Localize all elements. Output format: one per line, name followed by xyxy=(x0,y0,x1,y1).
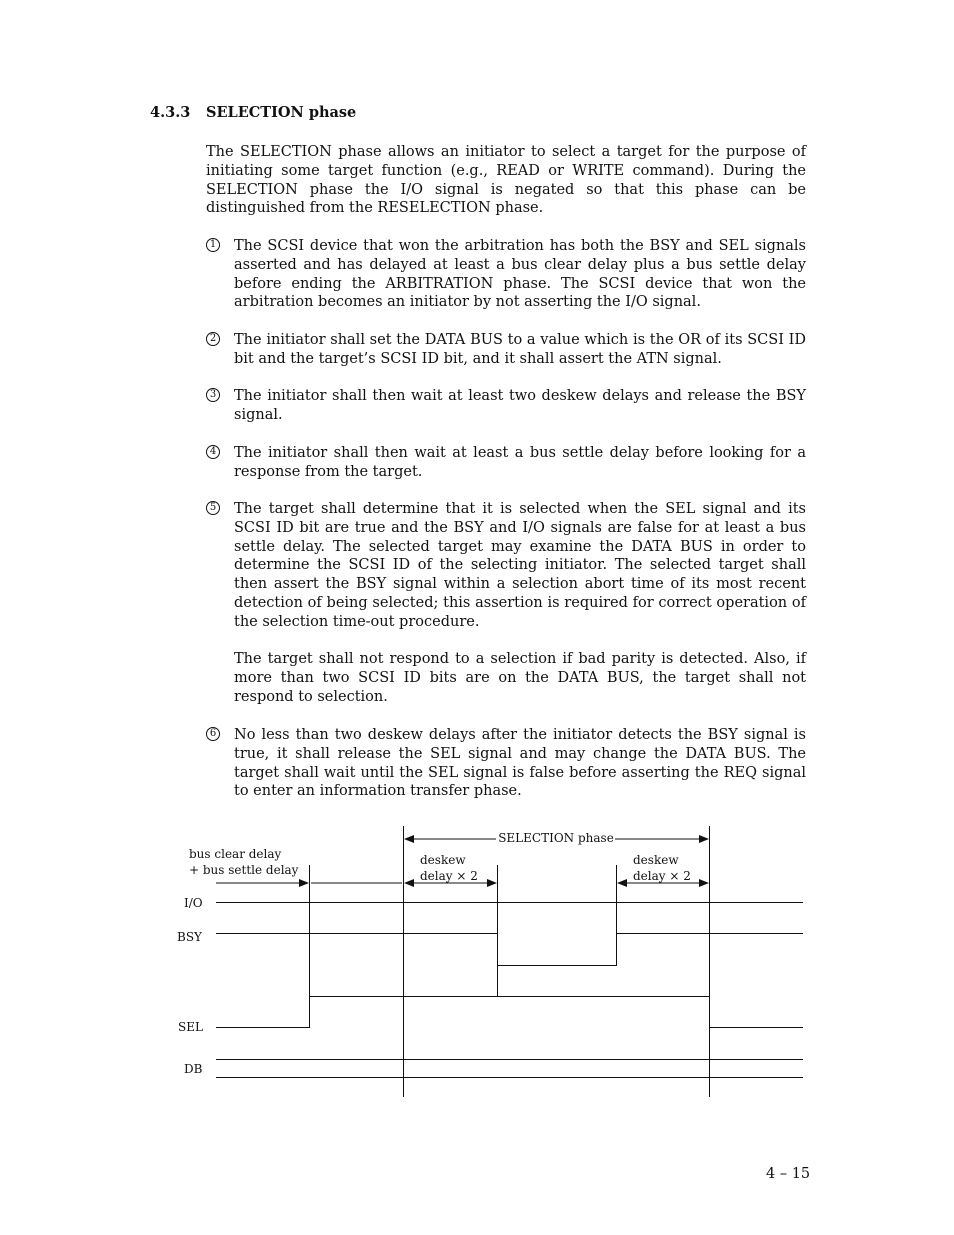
step-text: The target shall determine that it is selected when the SEL signal and its SCSI ID bit are true and the BSY and I/O signals are false for at least a bus settle delay. The selected target may examine the DATA BUS in order to determine the SCSI ID of the selecting initiator. The selected target shall then assert the BSY signal within a selection abort time of its most recent detection of being selected; this assertion is required for correct operation of the selection time-out procedure. xyxy=(234,501,806,630)
phase-label: SELECTION phase xyxy=(498,831,614,845)
signal-label-io: I/O xyxy=(184,896,203,910)
section-title: SELECTION phase xyxy=(206,104,357,121)
circled-number-6: 6 xyxy=(206,727,220,741)
step-text: The initiator shall then wait at least two deskew delays and release the BSY signal. xyxy=(234,388,806,423)
deskew-label-1a: deskew xyxy=(420,853,466,867)
step-text: No less than two deskew delays after the initiator detects the BSY signal is true, it shall release the SEL signal and may change the DATA BUS. The target shall wait until the SEL signal is false before asserting the REQ signal to enter an information transfer phase. xyxy=(234,727,806,800)
signal-label-bsy: BSY xyxy=(177,930,202,944)
circled-number-2: 2 xyxy=(206,332,220,346)
deskew-label-2a: deskew xyxy=(633,853,679,867)
sel-waveform xyxy=(216,997,803,1028)
step-text: The initiator shall set the DATA BUS to a value which is the OR of its SCSI ID bit and the target’s SCSI ID bit, and it shall assert the ATN signal. xyxy=(234,332,806,367)
bsy-waveform xyxy=(216,934,803,966)
circled-number-5: 5 xyxy=(206,501,220,515)
bus-clear-label-2: + bus settle delay xyxy=(189,863,299,877)
section-number: 4.3.3 xyxy=(150,104,191,121)
signal-label-db: DB xyxy=(184,1062,203,1076)
circled-number-4: 4 xyxy=(206,445,220,459)
deskew-label-2b: delay × 2 xyxy=(633,869,691,883)
page-number: 4 – 15 xyxy=(766,1166,811,1182)
circled-number-1: 1 xyxy=(206,238,220,252)
bus-clear-label-1: bus clear delay xyxy=(189,847,282,861)
step-text: The SCSI device that won the arbitration has both the BSY and SEL signals asserted and has delayed at least a bus clear delay plus a bus settle delay before ending the ARBITRATION phase. The SCSI device that won the arbitration becomes an initiator by not asserting the I/O signal. xyxy=(234,238,806,311)
step-note-text: The target shall not respond to a selection if bad parity is detected. Also, if more than two SCSI ID bits are on the DATA BUS, the target shall not respond to selection. xyxy=(234,651,806,705)
signal-label-sel: SEL xyxy=(178,1020,203,1034)
deskew-label-1b: delay × 2 xyxy=(420,869,478,883)
circled-number-3: 3 xyxy=(206,388,220,402)
intro-paragraph: The SELECTION phase allows an initiator to select a target for the purpose of initiating some target function (e.g., READ or WRITE command). During the SELECTION phase the I/O signal is negated so that this phase can be distinguished from the RESELECTION phase. xyxy=(206,144,806,217)
step-text: The initiator shall then wait at least a bus settle delay before looking for a response from the target. xyxy=(234,445,806,480)
